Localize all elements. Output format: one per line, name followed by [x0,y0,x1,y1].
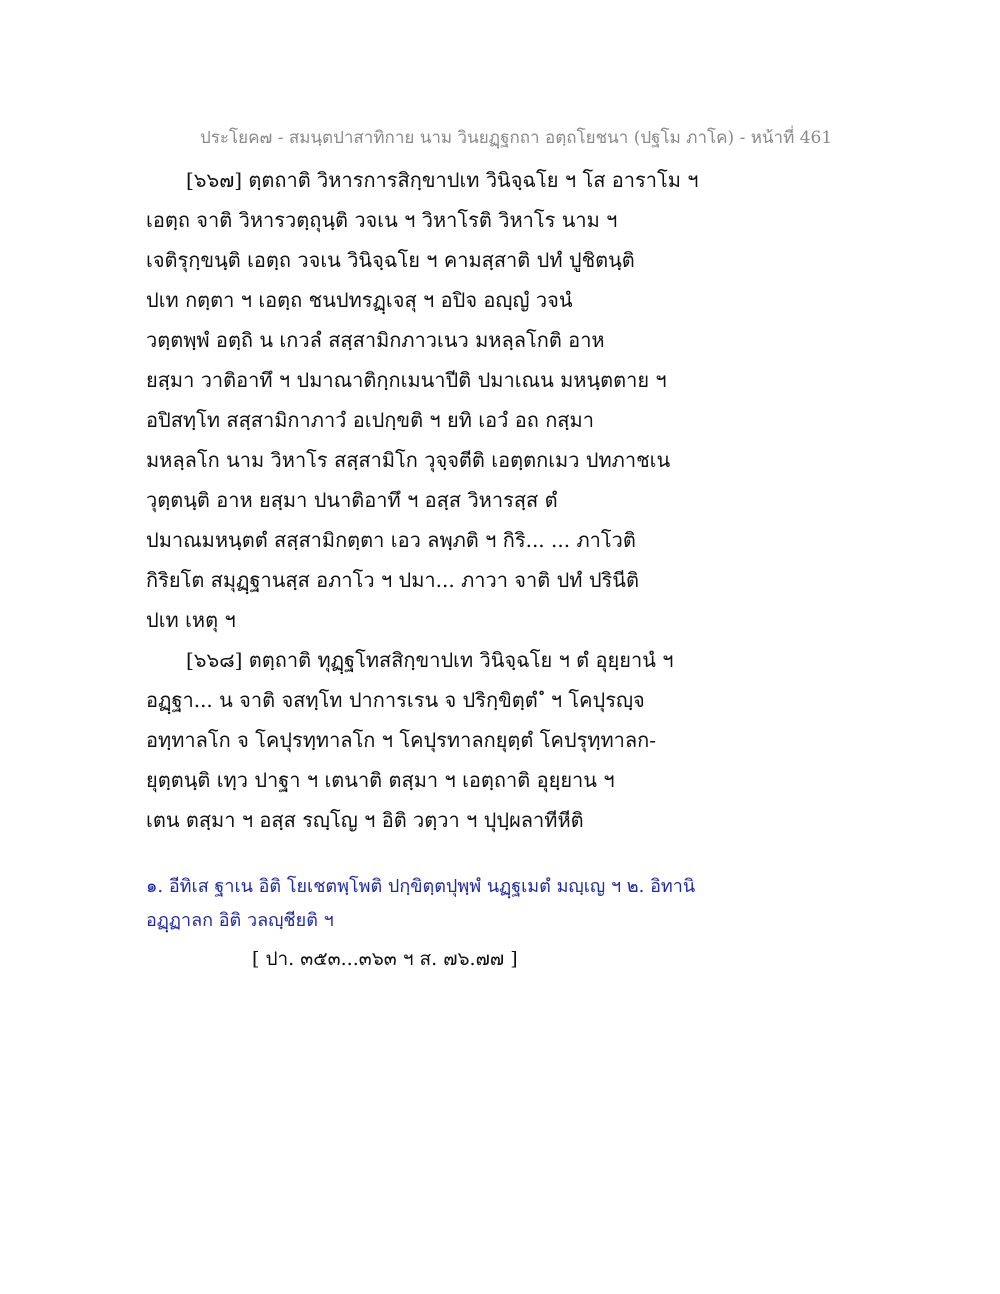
paragraph-line: [๖๖๗] ตฺตถาติ วิหารการสิกฺขาปเท วินิจฺฉโย ฯ โส อาราโม ฯ [186,168,699,192]
paragraph-line: ปเท กตฺตา ฯ เอตฺถ ชนปทรฏฺเจสุ ฯ อปิจ อญฺญํ วจนํ [146,288,573,312]
paragraph-line: อฏฺฐา... น จาติ จสทฺโท ปาการเรน จ ปริกฺขิตฺตํ ํ ฯ โคปุรญฺจ [146,688,645,712]
paragraph-line: ยุตฺตนฺติ เทฺว ปาฐา ฯ เตนาติ ตสฺมา ฯ เอตฺถาติ อุยฺยาน ฯ [146,768,615,792]
running-header: ประโยค๗ - สมนฺตปาสาทิกาย นาม วินยฏฺฐกถา อตฺถโยชนา (ปฐโม ภาโค) - หน้าที่ 461 [200,128,833,148]
footnotes [146,870,966,938]
paragraph-line: อปิสทฺโท สสฺสามิกาภาวํ อเปกฺขติ ฯ ยทิ เอวํ อถ กสฺมา [146,408,594,432]
paragraph-line: วุตฺตนฺติ อาห ยสฺมา ปนาติอาทึ ฯ อสฺส วิหารสฺส ตํ [146,488,558,512]
paragraph-line: มหลฺลโก นาม วิหาโร สสฺสามิโก วุจฺจตีติ เอตฺตกเมว ปทภาชเน [146,448,671,472]
paragraph-line: วตฺตพฺพํ อตฺถิ น เกวลํ สสฺสามิกภาวเนว มหลฺลโกติ อาห [146,328,605,352]
paragraph-line: ปเท เหตุ ฯ [146,608,236,632]
paragraph-line: กิริยโต สมุฏฺฐานสฺส อภาโว ฯ ปมา... ภาวา จาติ ปทํ ปรินีติ [146,568,639,592]
paragraph-line: เจติรุกฺขนฺติ เอตฺถ วจเน วินิจฺฉโย ฯ คามสฺสาติ ปทํ ปูชิตนฺติ [146,248,635,272]
footnote-line: ๑. อีทิเส ฐาเน อิติ โยเชตพฺโพติ ปกฺขิตฺตปุพฺพํ นฏฺฐเมตํ มญฺเญ ฯ ๒. อิทานิ [146,876,696,897]
source-reference: [ ปา. ๓๕๓...๓๖๓ ฯ ส. ๗๖.๗๗ ] [252,948,518,970]
paragraph-line: ยสฺมา วาติอาทึ ฯ ปมาณาติกฺกเมนาปีติ ปมาเณน มหนฺตตาย ฯ [146,368,667,392]
footnote-line: อฏฺฏาลก อิติ วลญฺชียติ ฯ [146,910,334,931]
paragraph-line: เตน ตสฺมา ฯ อสฺส รญฺโญ ฯ อิติ วตฺวา ฯ ปุปฺผลาทีหีติ [146,808,584,832]
body-text [146,160,966,840]
paragraph-line: ปมาณมหนฺตตํ สสฺสามิกตฺตา เอว ลพฺภติ ฯ กิริ... ... ภาโวติ [146,528,636,552]
paragraph-line: อทฺทาลโก จ โคปุรทฺทาลโก ฯ โคปุรทาลกยุตฺตํ โคปรุทฺทาลก- [146,728,657,752]
paragraph-line: [๖๖๘] ตตฺถาติ ทุฏฺฐโทสสิกฺขาปเท วินิจฺฉโย ฯ ตํ อุยฺยานํ ฯ [186,648,674,672]
paragraph-line: เอตฺถ จาติ วิหารวตฺถุนฺติ วจเน ฯ วิหาโรติ วิหาโร นาม ฯ [146,208,618,232]
